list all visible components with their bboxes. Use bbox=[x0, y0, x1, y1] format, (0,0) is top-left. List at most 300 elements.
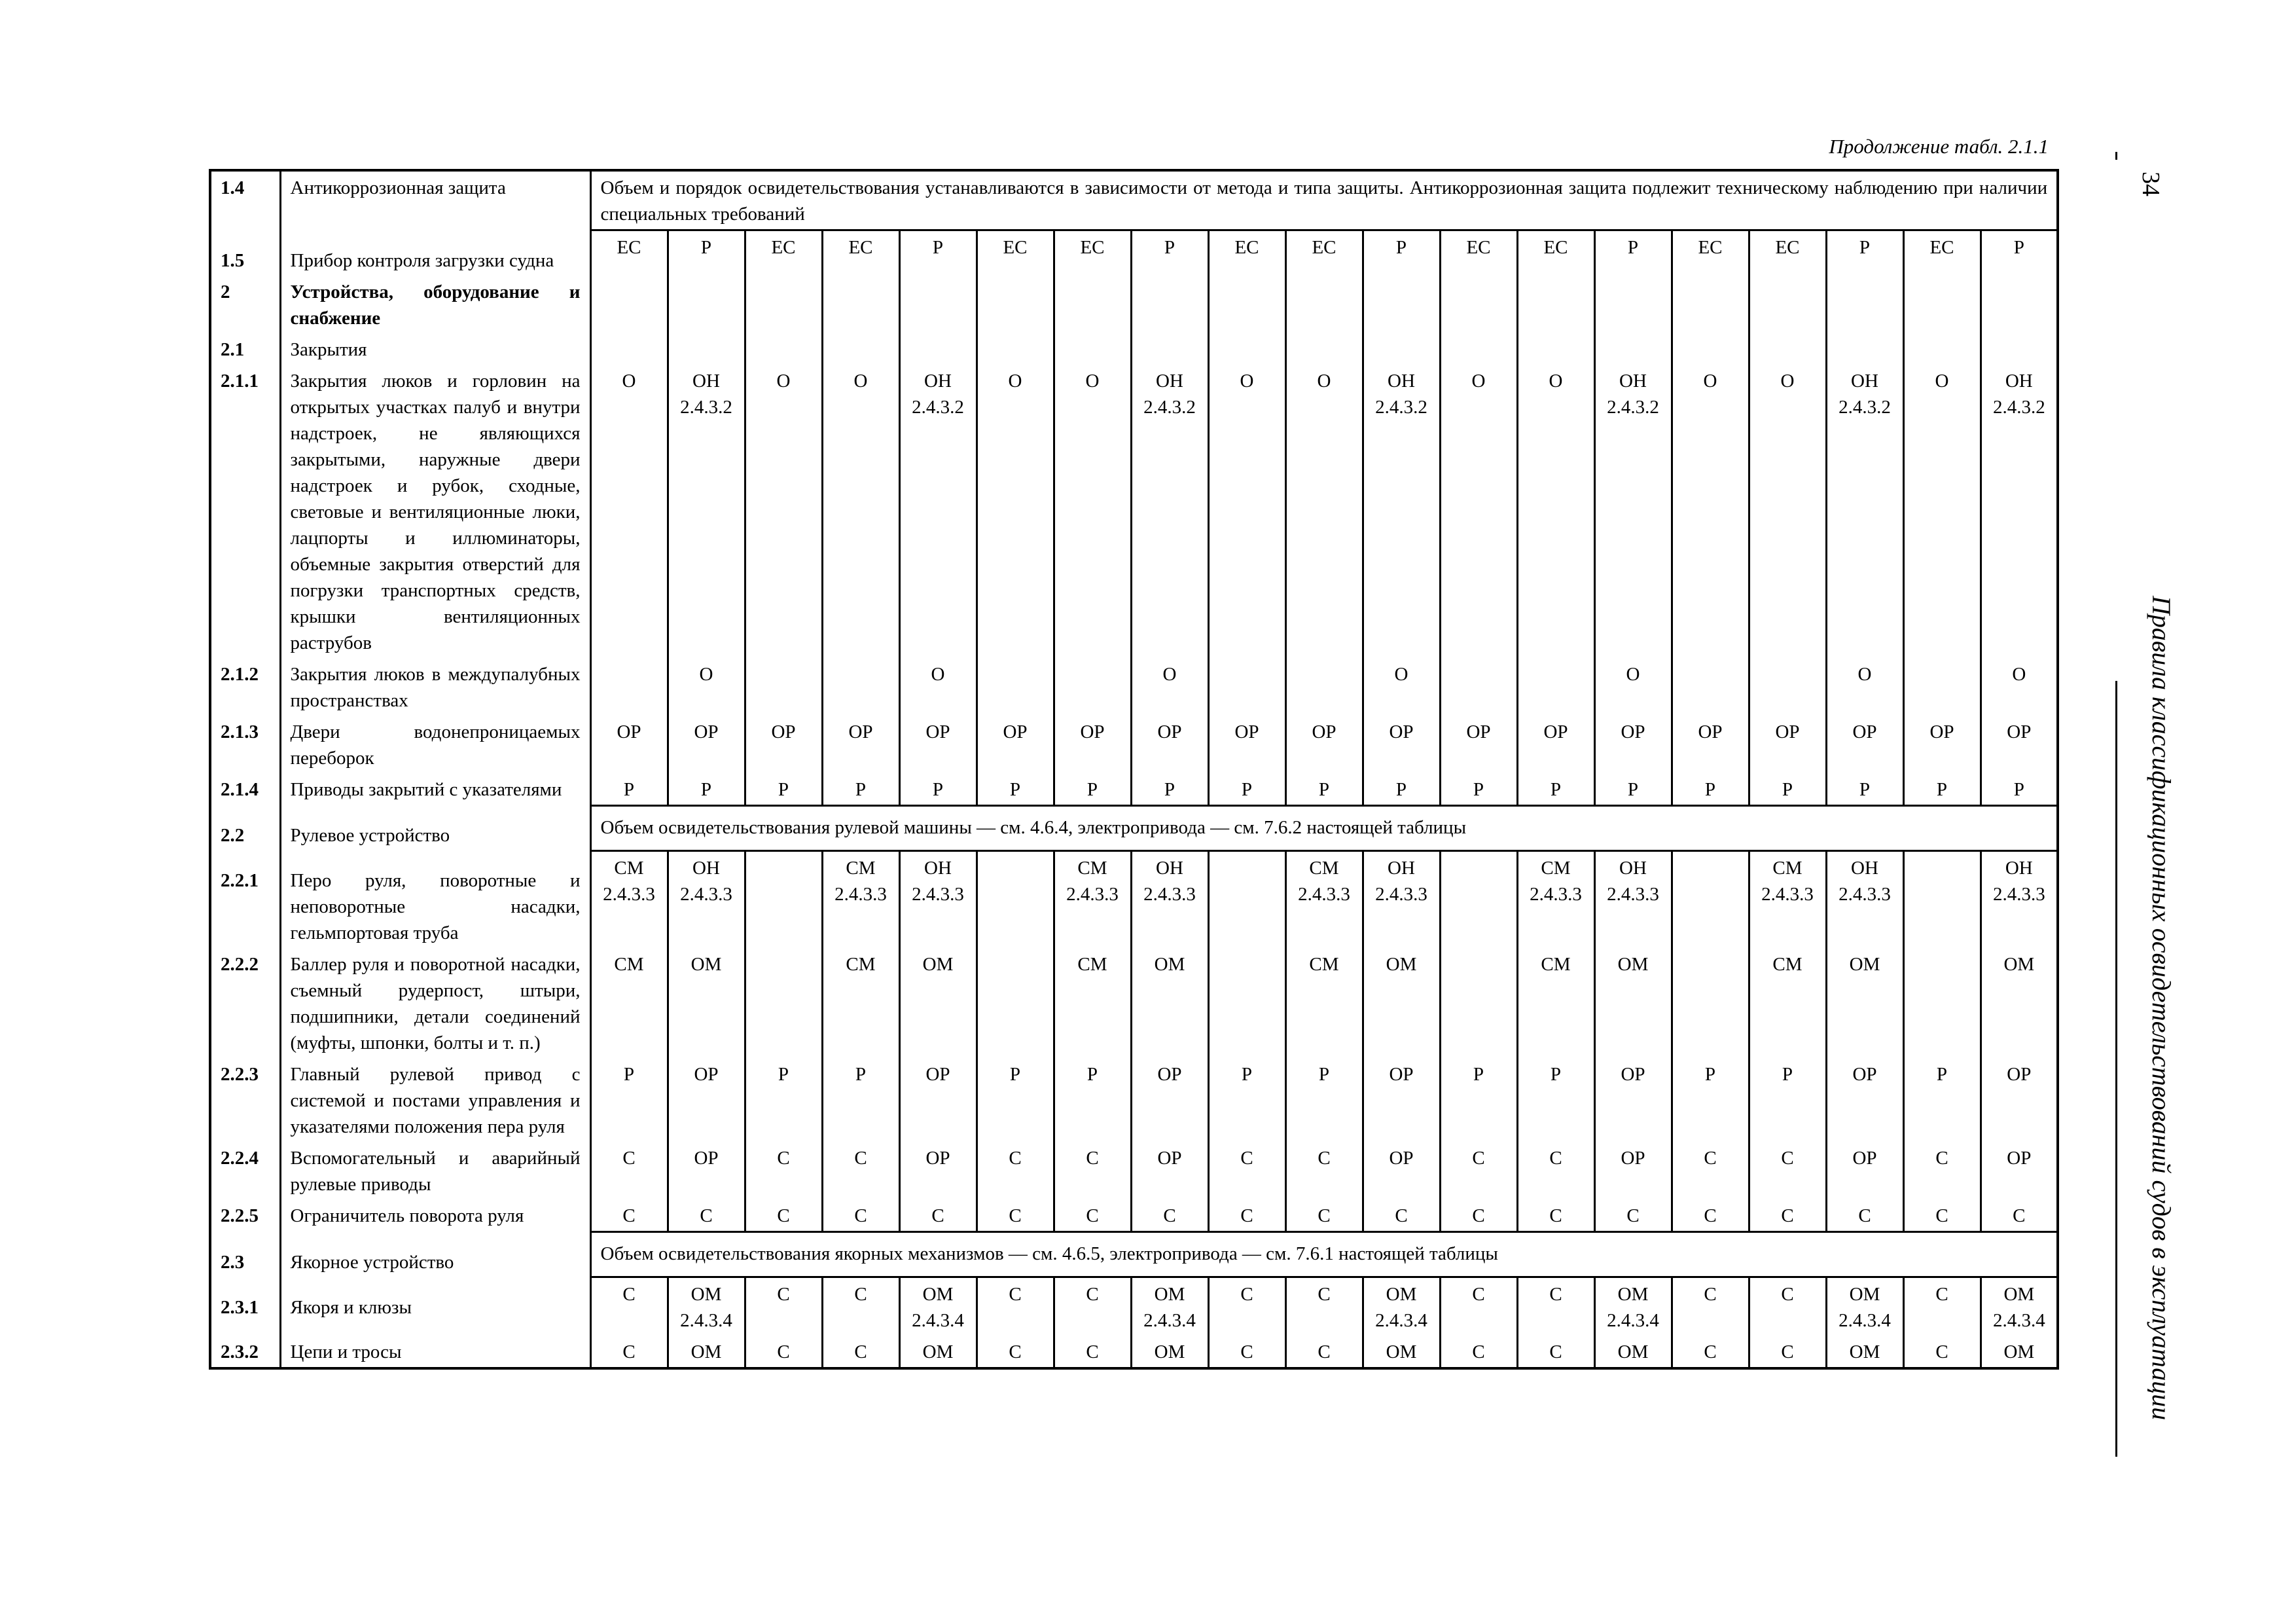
rule-reference: 2.4.3.3 bbox=[1607, 883, 1659, 905]
row-name: Закрытия люков в междупалубных пространствах bbox=[280, 658, 590, 716]
survey-code: С bbox=[777, 1148, 790, 1169]
survey-cell bbox=[1054, 1142, 1131, 1199]
survey-cell bbox=[1131, 850, 1208, 948]
survey-cell bbox=[1672, 658, 1749, 716]
survey-code: ОМ bbox=[1617, 1284, 1649, 1305]
survey-cell bbox=[1672, 365, 1749, 658]
table-row bbox=[210, 716, 2058, 773]
survey-cell bbox=[822, 850, 899, 948]
rule-reference: 2.4.3.3 bbox=[1530, 883, 1582, 905]
survey-cell bbox=[1672, 773, 1749, 806]
survey-code: С bbox=[1240, 1205, 1253, 1226]
survey-cell bbox=[1440, 1058, 1517, 1142]
survey-code: СМ bbox=[1309, 857, 1339, 879]
survey-cell bbox=[1517, 1199, 1594, 1232]
survey-cell bbox=[1285, 948, 1363, 1058]
table-row bbox=[210, 365, 2058, 658]
survey-code: ОМ bbox=[1849, 1284, 1880, 1305]
survey-code: О bbox=[1471, 370, 1486, 392]
survey-code: СМ bbox=[846, 954, 876, 975]
survey-code: ОН bbox=[1619, 370, 1647, 392]
survey-code: ОР bbox=[1852, 1064, 1877, 1085]
survey-code: Р bbox=[1086, 778, 1098, 800]
row-number: 2.2 bbox=[221, 825, 245, 846]
survey-code: Р bbox=[1550, 778, 1562, 800]
rule-reference: 2.4.3.4 bbox=[912, 1310, 964, 1331]
survey-code: ОМ bbox=[1386, 1284, 1417, 1305]
survey-code: С bbox=[1781, 1148, 1794, 1169]
survey-code: С bbox=[1704, 1205, 1717, 1226]
survey-code: С bbox=[1240, 1341, 1253, 1362]
survey-cell bbox=[1826, 1058, 1903, 1142]
survey-code: Р bbox=[1859, 778, 1871, 800]
survey-note: Объем освидетельствования якорных механизмов — см. 4.6.5, электропривода — см. 7.6.1 настоящей таблицы bbox=[590, 1232, 2058, 1277]
table-row bbox=[210, 805, 2058, 850]
survey-code: С bbox=[1549, 1205, 1562, 1226]
survey-cell bbox=[899, 333, 977, 365]
survey-code: О bbox=[1780, 370, 1795, 392]
survey-code: Р bbox=[1473, 778, 1484, 800]
survey-cell bbox=[590, 1058, 668, 1142]
survey-code: ОМ bbox=[1617, 954, 1649, 975]
survey-cell bbox=[1981, 1142, 2058, 1199]
survey-cell bbox=[1981, 365, 2058, 658]
survey-cell bbox=[668, 365, 745, 658]
survey-code: С bbox=[622, 1284, 636, 1305]
survey-code: С bbox=[1318, 1205, 1331, 1226]
survey-cell bbox=[745, 333, 822, 365]
survey-code: О bbox=[1394, 663, 1408, 685]
survey-cell bbox=[1131, 1199, 1208, 1232]
survey-cell bbox=[668, 276, 745, 333]
survey-cell bbox=[1517, 230, 1594, 276]
rule-reference: 2.4.3.3 bbox=[1375, 883, 1427, 905]
survey-cell bbox=[899, 1058, 977, 1142]
survey-code: ЕС bbox=[1466, 237, 1491, 258]
survey-cell bbox=[1672, 1058, 1749, 1142]
survey-code: ОН bbox=[692, 857, 720, 879]
survey-code: Р bbox=[932, 778, 944, 800]
row-name: Приводы закрытий с указателями bbox=[280, 773, 590, 806]
rule-reference: 2.4.3.3 bbox=[1066, 883, 1119, 905]
survey-cell bbox=[668, 1199, 745, 1232]
row-number: 2.3 bbox=[221, 1251, 245, 1273]
row-name: Якоря и клюзы bbox=[280, 1277, 590, 1336]
survey-code: С bbox=[1781, 1284, 1794, 1305]
survey-code: Р bbox=[932, 237, 944, 258]
survey-code: ОН bbox=[692, 370, 720, 392]
rule-reference: 2.4.3.2 bbox=[1992, 396, 2045, 418]
row-name: Антикоррозионная защита bbox=[280, 170, 590, 230]
survey-code: Р bbox=[1318, 1064, 1330, 1085]
margin-rule bbox=[2115, 681, 2117, 1457]
survey-code: ОР bbox=[1157, 1064, 1182, 1085]
survey-code: СМ bbox=[1077, 857, 1107, 879]
survey-code: С bbox=[1935, 1205, 1948, 1226]
survey-cell bbox=[1208, 365, 1285, 658]
survey-cell bbox=[590, 850, 668, 948]
survey-cell bbox=[1208, 658, 1285, 716]
survey-cell bbox=[1981, 1277, 2058, 1336]
table-row bbox=[210, 276, 2058, 333]
survey-cell bbox=[1672, 333, 1749, 365]
survey-cell bbox=[1131, 716, 1208, 773]
survey-cell bbox=[1517, 658, 1594, 716]
survey-code: С bbox=[1395, 1205, 1408, 1226]
survey-code: Р bbox=[1086, 1064, 1098, 1085]
survey-code: С bbox=[1086, 1284, 1099, 1305]
survey-cell bbox=[668, 716, 745, 773]
survey-cell bbox=[1826, 365, 1903, 658]
survey-code: ОР bbox=[1389, 1148, 1414, 1169]
survey-code: С bbox=[1086, 1148, 1099, 1169]
survey-cell bbox=[1440, 276, 1517, 333]
survey-cell bbox=[745, 230, 822, 276]
rule-reference: 2.4.3.2 bbox=[912, 396, 964, 418]
survey-cell bbox=[1517, 1058, 1594, 1142]
survey-cell bbox=[1672, 948, 1749, 1058]
survey-cell bbox=[1054, 716, 1131, 773]
survey-code: ОМ bbox=[1154, 1284, 1185, 1305]
survey-code: Р bbox=[1550, 1064, 1562, 1085]
survey-code: С bbox=[1935, 1341, 1948, 1362]
survey-cell bbox=[1363, 230, 1440, 276]
survey-cell bbox=[1749, 850, 1826, 948]
survey-cell bbox=[590, 1277, 668, 1336]
survey-cell bbox=[668, 1142, 745, 1199]
survey-cell bbox=[899, 1142, 977, 1199]
rule-reference: 2.4.3.4 bbox=[1143, 1310, 1196, 1331]
survey-cell bbox=[1208, 1199, 1285, 1232]
survey-code: Р bbox=[1009, 1064, 1021, 1085]
survey-code: ОР bbox=[1312, 721, 1336, 742]
survey-code: Р bbox=[1936, 778, 1948, 800]
survey-code: С bbox=[1472, 1148, 1485, 1169]
survey-cell bbox=[1208, 716, 1285, 773]
survey-code: СМ bbox=[846, 857, 876, 879]
survey-cell bbox=[822, 773, 899, 806]
survey-code: СМ bbox=[1309, 954, 1339, 975]
table-row bbox=[210, 1336, 2058, 1368]
survey-cell bbox=[668, 658, 745, 716]
survey-cell bbox=[899, 850, 977, 948]
survey-cell bbox=[1903, 658, 1981, 716]
survey-cell bbox=[899, 773, 977, 806]
survey-cell bbox=[1363, 773, 1440, 806]
survey-code: Р bbox=[1395, 237, 1407, 258]
survey-cell bbox=[590, 1199, 668, 1232]
rule-reference: 2.4.3.4 bbox=[1992, 1310, 2045, 1331]
survey-code: О bbox=[1857, 663, 1872, 685]
survey-cell bbox=[1363, 1058, 1440, 1142]
survey-cell bbox=[1749, 1199, 1826, 1232]
survey-cell bbox=[1363, 1142, 1440, 1199]
survey-cell bbox=[977, 230, 1054, 276]
rule-reference: 2.4.3.4 bbox=[1607, 1310, 1659, 1331]
survey-code: СМ bbox=[1772, 954, 1803, 975]
survey-cell bbox=[1208, 230, 1285, 276]
survey-cell bbox=[1131, 658, 1208, 716]
survey-cell bbox=[977, 1142, 1054, 1199]
survey-cell bbox=[1208, 773, 1285, 806]
survey-code: Р bbox=[1859, 237, 1871, 258]
survey-cell bbox=[1826, 1277, 1903, 1336]
survey-cell bbox=[1826, 773, 1903, 806]
survey-cell bbox=[1749, 773, 1826, 806]
row-name: Устройства, оборудование и снабжение bbox=[280, 276, 590, 333]
survey-cell bbox=[1054, 1277, 1131, 1336]
survey-cell bbox=[1440, 658, 1517, 716]
survey-cell bbox=[1440, 230, 1517, 276]
survey-code: Р bbox=[1782, 778, 1793, 800]
survey-cell bbox=[822, 716, 899, 773]
rule-reference: 2.4.3.4 bbox=[680, 1310, 732, 1331]
survey-code: С bbox=[1009, 1284, 1022, 1305]
survey-code: ОР bbox=[925, 1148, 950, 1169]
survey-code: ОН bbox=[1388, 857, 1415, 879]
survey-code: ОР bbox=[925, 721, 950, 742]
survey-cell bbox=[1594, 333, 1672, 365]
survey-cell bbox=[1517, 1142, 1594, 1199]
survey-code: ЕС bbox=[1929, 237, 1954, 258]
survey-cell bbox=[1440, 773, 1517, 806]
survey-cell bbox=[745, 1336, 822, 1368]
survey-code: ОМ bbox=[1386, 1341, 1417, 1362]
survey-cell bbox=[1440, 1142, 1517, 1199]
survey-code: С bbox=[854, 1148, 867, 1169]
survey-cell bbox=[899, 230, 977, 276]
row-name: Вспомогательный и аварийный рулевые приводы bbox=[280, 1142, 590, 1199]
survey-cell bbox=[1363, 1199, 1440, 1232]
survey-cell bbox=[1285, 276, 1363, 333]
survey-cell bbox=[1131, 773, 1208, 806]
survey-code: ОР bbox=[1698, 721, 1723, 742]
running-title-text: Правила классификационных освидетельствований судов в эксплуатации bbox=[2147, 596, 2176, 1421]
survey-cell bbox=[899, 1199, 977, 1232]
survey-cell bbox=[977, 948, 1054, 1058]
survey-code: ЕС bbox=[617, 237, 641, 258]
survey-code: Р bbox=[855, 1064, 867, 1085]
survey-code: Р bbox=[1318, 778, 1330, 800]
survey-cell bbox=[1517, 716, 1594, 773]
survey-code: ОР bbox=[617, 721, 641, 742]
survey-code: С bbox=[1781, 1341, 1794, 1362]
rule-reference: 2.4.3.3 bbox=[1839, 883, 1891, 905]
survey-cell bbox=[668, 773, 745, 806]
survey-cell bbox=[1208, 948, 1285, 1058]
table-row bbox=[210, 230, 2058, 276]
survey-code: С bbox=[1472, 1205, 1485, 1226]
survey-code: Р bbox=[1473, 1064, 1484, 1085]
survey-code: ОМ bbox=[1154, 1341, 1185, 1362]
survey-code: ОР bbox=[1080, 721, 1105, 742]
survey-code: С bbox=[1472, 1284, 1485, 1305]
survey-code: ОН bbox=[1156, 370, 1183, 392]
survey-cell bbox=[1903, 1199, 1981, 1232]
table-row bbox=[210, 658, 2058, 716]
row-name: Закрытия люков и горловин на открытых участках палуб и внутри надстроек, не являющихся закрытыми, наружные двери надстроек и рубок, сходные, световые и вентиляционные люки, лацпорты и иллюминаторы, объемные закрытия отверстий для погрузки транспортных средств, крышки вентиляционных раструбов bbox=[280, 365, 590, 658]
page-number: 34 bbox=[2137, 172, 2164, 196]
survey-code: ОР bbox=[1852, 1148, 1877, 1169]
survey-cell bbox=[822, 658, 899, 716]
survey-cell bbox=[899, 716, 977, 773]
survey-code: ОР bbox=[1234, 721, 1259, 742]
survey-cell bbox=[1981, 716, 2058, 773]
rule-reference: 2.4.3.3 bbox=[912, 883, 964, 905]
survey-cell bbox=[899, 948, 977, 1058]
survey-code: ОН bbox=[1851, 857, 1878, 879]
row-name: Якорное устройство bbox=[280, 1232, 590, 1277]
survey-cell bbox=[977, 333, 1054, 365]
survey-code: С bbox=[1935, 1284, 1948, 1305]
survey-cell bbox=[590, 365, 668, 658]
survey-code: Р bbox=[1241, 778, 1253, 800]
survey-code: ОР bbox=[1621, 721, 1645, 742]
survey-cell bbox=[1981, 658, 2058, 716]
row-number: 2 bbox=[221, 281, 230, 302]
survey-cell bbox=[1672, 1336, 1749, 1368]
survey-cell bbox=[1749, 276, 1826, 333]
survey-code: Р bbox=[1782, 1064, 1793, 1085]
survey-cell bbox=[977, 1336, 1054, 1368]
survey-code: Р bbox=[778, 778, 789, 800]
survey-code: ЕС bbox=[1312, 237, 1336, 258]
survey-code: С bbox=[1704, 1148, 1717, 1169]
survey-code: С bbox=[2013, 1205, 2026, 1226]
survey-code: ЕС bbox=[1234, 237, 1259, 258]
survey-cell bbox=[590, 1142, 668, 1199]
survey-cell bbox=[1440, 716, 1517, 773]
survey-cell bbox=[590, 230, 668, 276]
survey-code: ОМ bbox=[1849, 954, 1880, 975]
survey-code: Р bbox=[778, 1064, 789, 1085]
survey-cell bbox=[822, 365, 899, 658]
survey-cell bbox=[1594, 276, 1672, 333]
survey-cell bbox=[745, 1058, 822, 1142]
survey-code: ОН bbox=[1851, 370, 1878, 392]
survey-note: Объем освидетельствования рулевой машины — см. 4.6.4, электропривода — см. 7.6.2 настоящей таблицы bbox=[590, 805, 2058, 850]
row-number: 2.3.1 bbox=[221, 1296, 259, 1318]
survey-code: ЕС bbox=[1543, 237, 1568, 258]
rule-reference: 2.4.3.3 bbox=[1298, 883, 1350, 905]
survey-cell bbox=[1903, 1336, 1981, 1368]
survey-cell bbox=[1054, 948, 1131, 1058]
row-number: 2.1.3 bbox=[221, 721, 259, 742]
survey-cell bbox=[1826, 1142, 1903, 1199]
survey-code: ОР bbox=[925, 1064, 950, 1085]
survey-cell bbox=[899, 658, 977, 716]
survey-code: ОР bbox=[694, 721, 719, 742]
survey-cell bbox=[1903, 230, 1981, 276]
survey-cell bbox=[1440, 1199, 1517, 1232]
survey-cell bbox=[899, 276, 977, 333]
survey-code: Р bbox=[1241, 1064, 1253, 1085]
survey-code: ОМ bbox=[691, 1284, 722, 1305]
survey-cell bbox=[1285, 365, 1363, 658]
survey-code: О bbox=[1008, 370, 1022, 392]
survey-code: СМ bbox=[1772, 857, 1803, 879]
table-continuation-caption: Продолжение табл. 2.1.1 bbox=[1829, 135, 2049, 158]
survey-cell bbox=[899, 1277, 977, 1336]
survey-code: ОМ bbox=[922, 1341, 954, 1362]
survey-cell bbox=[1363, 850, 1440, 948]
survey-code: С bbox=[1086, 1205, 1099, 1226]
survey-cell bbox=[1903, 333, 1981, 365]
survey-cell bbox=[1131, 1277, 1208, 1336]
survey-cell bbox=[1285, 1199, 1363, 1232]
survey-code: ОМ bbox=[2003, 954, 2035, 975]
survey-cell bbox=[899, 1336, 977, 1368]
survey-cell bbox=[822, 230, 899, 276]
survey-code: С bbox=[1549, 1284, 1562, 1305]
survey-code: С bbox=[1858, 1205, 1871, 1226]
survey-cell bbox=[1285, 716, 1363, 773]
survey-cell bbox=[1285, 773, 1363, 806]
survey-code: О bbox=[1935, 370, 1949, 392]
survey-cell bbox=[1517, 1336, 1594, 1368]
survey-cell bbox=[1981, 948, 2058, 1058]
survey-cell bbox=[1594, 716, 1672, 773]
survey-code: ОР bbox=[1389, 1064, 1414, 1085]
survey-cell bbox=[1054, 773, 1131, 806]
survey-cell bbox=[1285, 850, 1363, 948]
survey-cell bbox=[1285, 230, 1363, 276]
survey-cell bbox=[1594, 1336, 1672, 1368]
survey-cell bbox=[1517, 948, 1594, 1058]
survey-cell bbox=[1826, 948, 1903, 1058]
survey-code: С bbox=[1626, 1205, 1640, 1226]
survey-cell bbox=[1903, 276, 1981, 333]
survey-cell bbox=[822, 948, 899, 1058]
survey-code: Р bbox=[855, 778, 867, 800]
table-row bbox=[210, 333, 2058, 365]
survey-code: О bbox=[853, 370, 868, 392]
survey-cell bbox=[1981, 333, 2058, 365]
survey-cell bbox=[668, 1277, 745, 1336]
rule-reference: 2.4.3.4 bbox=[1839, 1310, 1891, 1331]
survey-cell bbox=[822, 276, 899, 333]
survey-cell bbox=[1981, 1058, 2058, 1142]
survey-code: С bbox=[1240, 1148, 1253, 1169]
survey-cell bbox=[1208, 850, 1285, 948]
survey-code: С bbox=[1086, 1341, 1099, 1362]
survey-cell bbox=[977, 1277, 1054, 1336]
survey-cell bbox=[1054, 1199, 1131, 1232]
survey-cell bbox=[1440, 1336, 1517, 1368]
survey-code: ЕС bbox=[1698, 237, 1723, 258]
survey-code: ЕС bbox=[1003, 237, 1028, 258]
survey-code: С bbox=[1704, 1284, 1717, 1305]
table-row bbox=[210, 1142, 2058, 1199]
row-number: 2.1 bbox=[221, 338, 245, 360]
survey-cell bbox=[822, 1058, 899, 1142]
survey-cell bbox=[1440, 365, 1517, 658]
survey-code: С bbox=[854, 1284, 867, 1305]
survey-code: ЕС bbox=[848, 237, 873, 258]
survey-code: СМ bbox=[614, 857, 644, 879]
row-number: 2.2.4 bbox=[221, 1148, 259, 1169]
survey-cell bbox=[1749, 948, 1826, 1058]
survey-cell bbox=[745, 276, 822, 333]
survey-cell bbox=[1672, 1142, 1749, 1199]
survey-cell bbox=[590, 276, 668, 333]
survey-cell bbox=[1594, 230, 1672, 276]
survey-code: Р bbox=[1627, 778, 1639, 800]
table-row bbox=[210, 948, 2058, 1058]
survey-cell bbox=[1749, 333, 1826, 365]
survey-cell bbox=[1749, 1142, 1826, 1199]
survey-code: Р bbox=[1704, 778, 1716, 800]
